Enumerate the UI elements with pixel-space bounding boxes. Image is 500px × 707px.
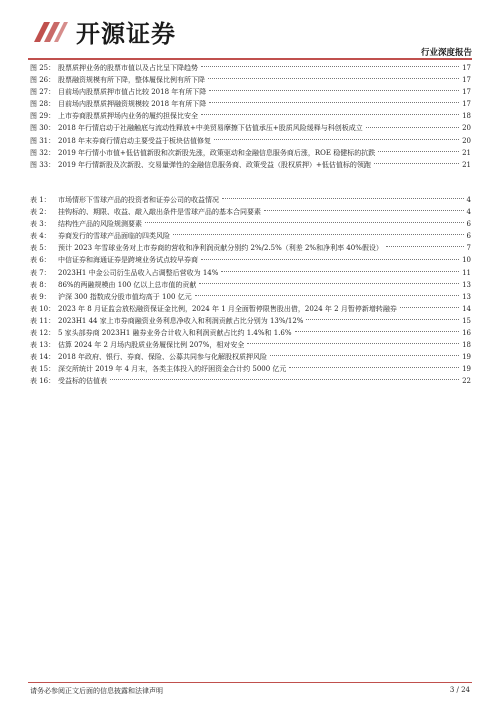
toc-entry-page: 6 bbox=[466, 220, 471, 229]
dot-leader bbox=[295, 331, 460, 332]
report-type-label: 行业深度报告 bbox=[420, 48, 472, 58]
toc-entry[interactable] bbox=[30, 98, 471, 110]
dot-leader bbox=[173, 234, 464, 235]
toc-entry[interactable] bbox=[30, 135, 471, 147]
toc-entry-label: 图 28： bbox=[30, 100, 56, 109]
toc-entry-page: 18 bbox=[462, 112, 471, 121]
dot-leader bbox=[386, 246, 464, 247]
toc-entry-page: 10 bbox=[462, 256, 471, 265]
toc-entry[interactable] bbox=[30, 267, 471, 279]
toc-entry[interactable] bbox=[30, 194, 471, 206]
toc-entry-title: 目前场内股票质押市值占比较 2018 年有所下降 bbox=[58, 88, 207, 97]
toc-entry-page: 17 bbox=[462, 88, 471, 97]
dot-leader bbox=[400, 307, 459, 308]
dot-leader bbox=[201, 259, 459, 260]
toc-entry[interactable] bbox=[30, 375, 471, 387]
toc-entry-page: 7 bbox=[466, 244, 471, 253]
toc-entry-label: 表 1： bbox=[30, 196, 51, 204]
toc-entry-page: 15 bbox=[462, 316, 471, 325]
toc-entry-label: 表 4： bbox=[30, 232, 51, 241]
dot-leader bbox=[306, 319, 459, 320]
toc-entry-label: 表 6： bbox=[30, 256, 51, 265]
brand-name: 开源证券 bbox=[76, 20, 176, 48]
toc-entry[interactable] bbox=[30, 218, 471, 230]
toc-entry[interactable] bbox=[30, 303, 471, 315]
toc-entry[interactable] bbox=[30, 351, 471, 363]
table-index-list bbox=[30, 194, 471, 388]
toc-entry-title: 估算 2024 年 2 月场内股质业务履保比例 207%，相对安全 bbox=[58, 341, 245, 350]
toc-entry-label: 图 25： bbox=[30, 64, 56, 72]
toc-entry[interactable] bbox=[30, 327, 471, 339]
toc-entry-page: 17 bbox=[462, 100, 471, 109]
dot-leader bbox=[110, 379, 459, 380]
toc-entry-label: 图 32： bbox=[30, 148, 56, 157]
toc-entry[interactable] bbox=[30, 74, 471, 86]
toc-entry-label: 图 30： bbox=[30, 124, 56, 133]
toc-entry-title: 5 家头部券商 2023H1 融券业务合计收入和利润贡献占比约 1.4%和 1.6% bbox=[58, 329, 292, 338]
dot-leader bbox=[145, 222, 464, 223]
toc-entry-page: 16 bbox=[462, 329, 471, 338]
dot-leader bbox=[222, 198, 464, 199]
dot-leader bbox=[195, 295, 459, 296]
toc-entry-page: 13 bbox=[462, 280, 471, 289]
toc-entry[interactable] bbox=[30, 110, 471, 122]
toc-entry-title: 2019 年行情新股及次新股、交易量弹性的金融信息服务商、政策受益（股权质押）+低估值标的领跑 bbox=[58, 160, 371, 169]
toc-entry-page: 21 bbox=[462, 148, 471, 157]
toc-entry[interactable] bbox=[30, 206, 471, 218]
toc-entry-title: 2018 年行情启动于社融触底与流动性释放+中美贸易摩擦下估值承压+股质风险缓释与科创板成立 bbox=[58, 124, 363, 133]
toc-entry-page: 14 bbox=[462, 304, 471, 313]
toc-entry[interactable] bbox=[30, 62, 471, 74]
toc-entry-page: 4 bbox=[466, 208, 471, 217]
dot-leader bbox=[264, 210, 464, 211]
page-number: 3 / 24 bbox=[449, 686, 470, 694]
dot-leader bbox=[208, 78, 459, 79]
kaiyuan-logo-icon bbox=[30, 16, 70, 48]
toc-entry-label: 表 9： bbox=[30, 292, 51, 301]
toc-entry-title: 市场情形下雪球产品的投资者和证券公司的收益情况 bbox=[58, 196, 219, 204]
dot-leader bbox=[289, 367, 459, 368]
toc-entry-page: 22 bbox=[462, 377, 471, 386]
header-divider bbox=[28, 58, 472, 60]
toc-entry-title: 预计 2023 年雪球业务对上市券商的营收和净利润贡献分别约 2%/2.5%（利差 2%和净利率 40%假设） bbox=[58, 244, 383, 253]
dot-leader bbox=[199, 283, 459, 284]
toc-entry[interactable] bbox=[30, 242, 471, 254]
dot-leader bbox=[201, 114, 459, 115]
toc-entry-page: 19 bbox=[462, 365, 471, 374]
toc-entry-label: 表 14： bbox=[30, 353, 56, 362]
toc-entry-label: 表 13： bbox=[30, 341, 56, 350]
toc-entry-label: 图 31： bbox=[30, 136, 56, 145]
toc-entry[interactable] bbox=[30, 254, 471, 266]
toc-entry-title: 券商发行的雪球产品面临的四类风险 bbox=[58, 232, 170, 241]
toc-entry[interactable] bbox=[30, 86, 471, 98]
dot-leader bbox=[366, 127, 459, 128]
page-header bbox=[0, 0, 500, 60]
dot-leader bbox=[270, 355, 459, 356]
toc-entry-title: 股票质押业务的股票市值以及占比呈下降趋势 bbox=[58, 64, 198, 72]
toc-entry-label: 图 26： bbox=[30, 76, 56, 85]
brand-logo bbox=[30, 14, 176, 49]
toc-entry-label: 表 10： bbox=[30, 304, 56, 313]
legal-disclaimer: 请务必参阅正文后面的信息披露和法律声明 bbox=[30, 687, 163, 695]
toc-entry-page: 20 bbox=[462, 136, 471, 145]
toc-entry-title: 股票融资规模有所下降，整体履保比例有所下降 bbox=[58, 76, 205, 85]
dot-leader bbox=[209, 90, 459, 91]
toc-entry[interactable] bbox=[30, 159, 471, 171]
toc-entry-title: 2018 年末券商行情启动主要受益于板块估值修复 bbox=[58, 136, 212, 145]
dot-leader bbox=[209, 102, 459, 103]
toc-entry-label: 表 8： bbox=[30, 280, 51, 289]
toc-entry-label: 表 3： bbox=[30, 220, 51, 229]
dot-leader bbox=[247, 343, 459, 344]
toc-entry-title: 结构性产品的风险规测要素 bbox=[58, 220, 142, 229]
toc-entry-page: 11 bbox=[462, 268, 471, 277]
toc-entry-title: 2023 年 8 月证监会放松融资保证金比例，2024 年 1 月全面暂停限售股出借，2024 年 2 月暂停新增转融券 bbox=[58, 304, 397, 313]
toc-entry-page: 21 bbox=[462, 160, 471, 169]
toc-entry-label: 图 33： bbox=[30, 160, 56, 169]
toc-entry[interactable] bbox=[30, 279, 471, 291]
toc-entry-title: 86%的两融规模由 100 亿以上总市值的贡献 bbox=[58, 280, 197, 289]
toc-entry-label: 表 12： bbox=[30, 329, 56, 338]
dot-leader bbox=[201, 66, 459, 67]
toc-entry-page: 17 bbox=[462, 64, 471, 72]
toc-entry[interactable] bbox=[30, 339, 471, 351]
toc-entry-page: 6 bbox=[466, 232, 471, 241]
toc-entry-title: 深交所统计 2019 年 4 月末，各类主体投入的纾困资金合计约 5000 亿元 bbox=[58, 365, 287, 374]
toc-entry-page: 17 bbox=[462, 76, 471, 85]
toc-entry-label: 图 27： bbox=[30, 88, 56, 97]
toc-entry-label: 表 2： bbox=[30, 208, 51, 217]
toc-entry-title: 2023H1 44 家上市券商融资业务利息净收入和利润贡献占比分别为 13%/12% bbox=[58, 316, 304, 325]
toc-entry-page: 20 bbox=[462, 124, 471, 133]
toc-entry-title: 受益标的估值表 bbox=[58, 377, 107, 386]
toc-entry[interactable] bbox=[30, 363, 471, 375]
toc-entry-title: 中信证券和海通证券是跨境业务试点较早券商 bbox=[58, 256, 198, 265]
toc-entry[interactable] bbox=[30, 291, 471, 303]
toc-entry-label: 表 16： bbox=[30, 377, 56, 386]
toc-entry-label: 图 29： bbox=[30, 112, 56, 121]
dot-leader bbox=[221, 271, 459, 272]
toc-entry-page: 13 bbox=[462, 292, 471, 301]
toc-entry[interactable] bbox=[30, 147, 471, 159]
dot-leader bbox=[214, 139, 459, 140]
toc-entry-title: 上市券商股票质押场内业务的履约担保比安全 bbox=[58, 112, 198, 121]
toc-entry[interactable] bbox=[30, 315, 471, 327]
toc-entry-label: 表 7： bbox=[30, 268, 51, 277]
toc-entry-label: 表 5： bbox=[30, 244, 51, 253]
toc-entry-page: 18 bbox=[462, 341, 471, 350]
toc-entry-label: 表 11： bbox=[30, 316, 56, 325]
toc-entry-title: 2019 年行情小市值+低估值新股和次新股先涨，政策驱动和金融信息服务商后涨，ROE 稳健标的抗跌 bbox=[58, 148, 376, 157]
toc-entry-page: 19 bbox=[462, 353, 471, 362]
toc-entry-title: 挂钩标的、期限、收益、敲入敲出条件是雪球产品的基本合同要素 bbox=[58, 208, 261, 217]
footer-divider bbox=[28, 682, 472, 683]
toc-entry[interactable] bbox=[30, 230, 471, 242]
toc-entry-title: 目前场内股票质押融资规模较 2018 年有所下降 bbox=[58, 100, 207, 109]
toc-entry[interactable] bbox=[30, 122, 471, 134]
dot-leader bbox=[374, 163, 459, 164]
toc-entry-title: 2023H1 中金公司衍生品收入占调整后营收为 14% bbox=[58, 268, 219, 277]
toc-entry-title: 2018 年政府、银行、券商、保险、公募共同参与化解股权质押风险 bbox=[58, 353, 268, 362]
toc-entry-page: 4 bbox=[466, 196, 471, 204]
figure-index-list bbox=[30, 62, 471, 171]
toc-entry-title: 沪深 300 指数成分股市值均高于 100 亿元 bbox=[58, 292, 192, 301]
toc-entry-label: 表 15： bbox=[30, 365, 56, 374]
dot-leader bbox=[378, 151, 459, 152]
